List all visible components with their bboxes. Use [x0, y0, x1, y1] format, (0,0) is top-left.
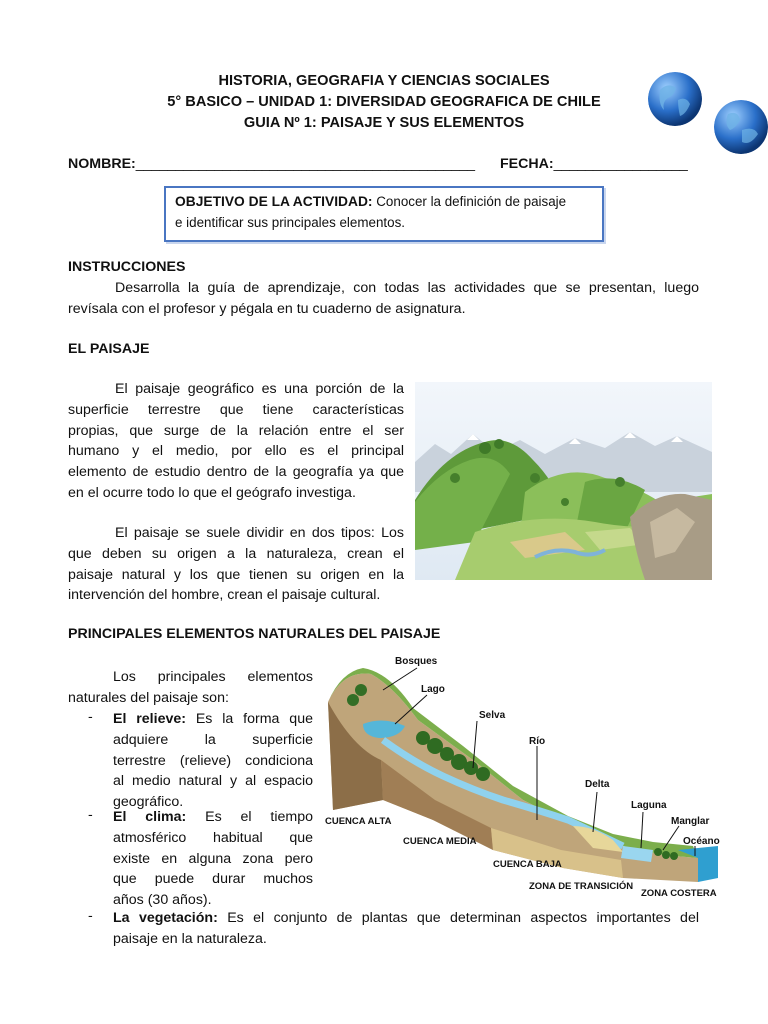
- fecha-label: FECHA:: [500, 156, 554, 172]
- elementos-intro-line: Los principales elementos: [113, 669, 313, 685]
- relieve-line: geográfico.: [113, 794, 184, 811]
- objective-text-1: Conocer la definición de paisaje: [376, 194, 567, 209]
- paisaje-p1-line: humano y el medio, por ello es el principal: [68, 443, 404, 460]
- fecha-line: _________________: [553, 156, 688, 172]
- relieve-line: Es la forma que: [195, 711, 313, 727]
- paisaje-p1-line: propias, que surge de la relación entre el ser: [68, 422, 404, 439]
- globe-icon: [648, 72, 702, 126]
- elementos-intro-line: naturales del paisaje son:: [68, 689, 229, 706]
- elementos-heading: PRINCIPALES ELEMENTOS NATURALES DEL PAISAJE: [68, 626, 441, 642]
- instructions-line-2: revísala con el profesor y pégala en tu cuaderno de asignatura.: [68, 300, 466, 317]
- globe-icon: [714, 100, 768, 154]
- objective-line-1: [175, 194, 566, 209]
- bullet-dash: -: [88, 807, 93, 823]
- diagram-label-manglar: Manglar: [671, 816, 710, 827]
- vegetacion-line: paisaje en la naturaleza.: [113, 930, 267, 947]
- title-line-2: 5° BASICO – UNIDAD 1: DIVERSIDAD GEOGRAFICA DE CHILE: [167, 94, 601, 110]
- instructions-line-1: Desarrolla la guía de aprendizaje, con todas las actividades que se presentan, luego: [115, 280, 699, 296]
- objective-label: OBJETIVO DE LA ACTIVIDAD:: [175, 194, 373, 209]
- vegetacion-term: La vegetación:: [113, 910, 218, 926]
- diagram-label-cuenca-baja: CUENCA BAJA: [493, 859, 562, 870]
- nombre-line: ___________________________________________: [135, 156, 476, 172]
- paisaje-p1-line: El paisaje geográfico es una porción de la: [115, 381, 404, 397]
- paisaje-heading: EL PAISAJE: [68, 341, 150, 357]
- landscape-illustration: [415, 382, 712, 580]
- clima-line: Es el tiempo: [205, 809, 313, 825]
- diagram-label-oceano: Océano: [683, 836, 720, 847]
- diagram-label-bosques: Bosques: [395, 656, 438, 667]
- paisaje-p2-line: El paisaje se suele dividir en dos tipos: Los: [115, 525, 404, 541]
- diagram-label-lago: Lago: [421, 684, 445, 695]
- relieve-term: El relieve:: [113, 711, 186, 727]
- paisaje-p2-line: intervención del hombre, crean el paisaje cultural.: [68, 587, 381, 604]
- clima-line: años (30 años).: [113, 892, 212, 909]
- bullet-dash: -: [88, 709, 93, 725]
- bullet-dash: -: [88, 908, 93, 924]
- paisaje-p1-line: superficie terrestre que tiene características: [68, 401, 404, 418]
- fecha-field[interactable]: [500, 156, 688, 172]
- paisaje-p1-line: en el ocurre todo lo que el geógrafo investiga.: [68, 484, 356, 501]
- paisaje-p2-line: paisaje natural y los que tienen su origen en la: [68, 566, 404, 583]
- clima-item: [113, 807, 313, 911]
- diagram-label-laguna: Laguna: [631, 800, 667, 811]
- diagram-label-rio: Río: [529, 736, 546, 747]
- paisaje-paragraph-2: [68, 523, 404, 606]
- relieve-line: adquiere la superficie: [113, 731, 313, 748]
- diagram-label-cuenca-media: CUENCA MEDIA: [403, 836, 477, 847]
- diagram-label-selva: Selva: [479, 710, 506, 721]
- clima-term: El clima:: [113, 809, 187, 825]
- paisaje-p2-line: que deben su origen a la naturaleza, crean el: [68, 545, 404, 562]
- diagram-label-delta: Delta: [585, 779, 610, 790]
- vegetacion-line: Es el conjunto de plantas que determinan aspectos importantes del: [227, 910, 699, 926]
- diagram-label-zona-costera: ZONA COSTERA: [641, 888, 717, 899]
- clima-line: existe en alguna zona pero: [113, 850, 313, 867]
- objective-text-2: e identificar sus principales elementos.: [175, 215, 405, 230]
- title-line-1: HISTORIA, GEOGRAFIA Y CIENCIAS SOCIALES: [218, 73, 550, 89]
- relieve-item: [113, 709, 313, 813]
- relieve-line: terrestre (relieve) condiciona: [113, 752, 313, 769]
- elementos-intro: [68, 667, 313, 709]
- diagram-label-zona-transicion: ZONA DE TRANSICIÓN: [529, 881, 634, 892]
- diagram-label-cuenca-alta: CUENCA ALTA: [325, 816, 392, 827]
- clima-line: atmosférico habitual que: [113, 829, 313, 846]
- instructions-heading: INSTRUCCIONES: [68, 259, 186, 275]
- clima-line: que puede durar muchos: [113, 871, 313, 888]
- nombre-field[interactable]: [68, 156, 475, 172]
- relieve-line: al medio natural y al espacio: [113, 773, 313, 790]
- title-line-3: GUIA Nº 1: PAISAJE Y SUS ELEMENTOS: [243, 115, 525, 131]
- paisaje-paragraph-1: [68, 379, 404, 504]
- paisaje-p1-line: elemento de estudio dentro de la geografía ya que: [68, 464, 404, 481]
- watershed-diagram: [323, 650, 723, 900]
- nombre-label: NOMBRE:: [68, 156, 136, 172]
- instructions-text: [68, 278, 699, 320]
- vegetacion-item: [113, 908, 699, 950]
